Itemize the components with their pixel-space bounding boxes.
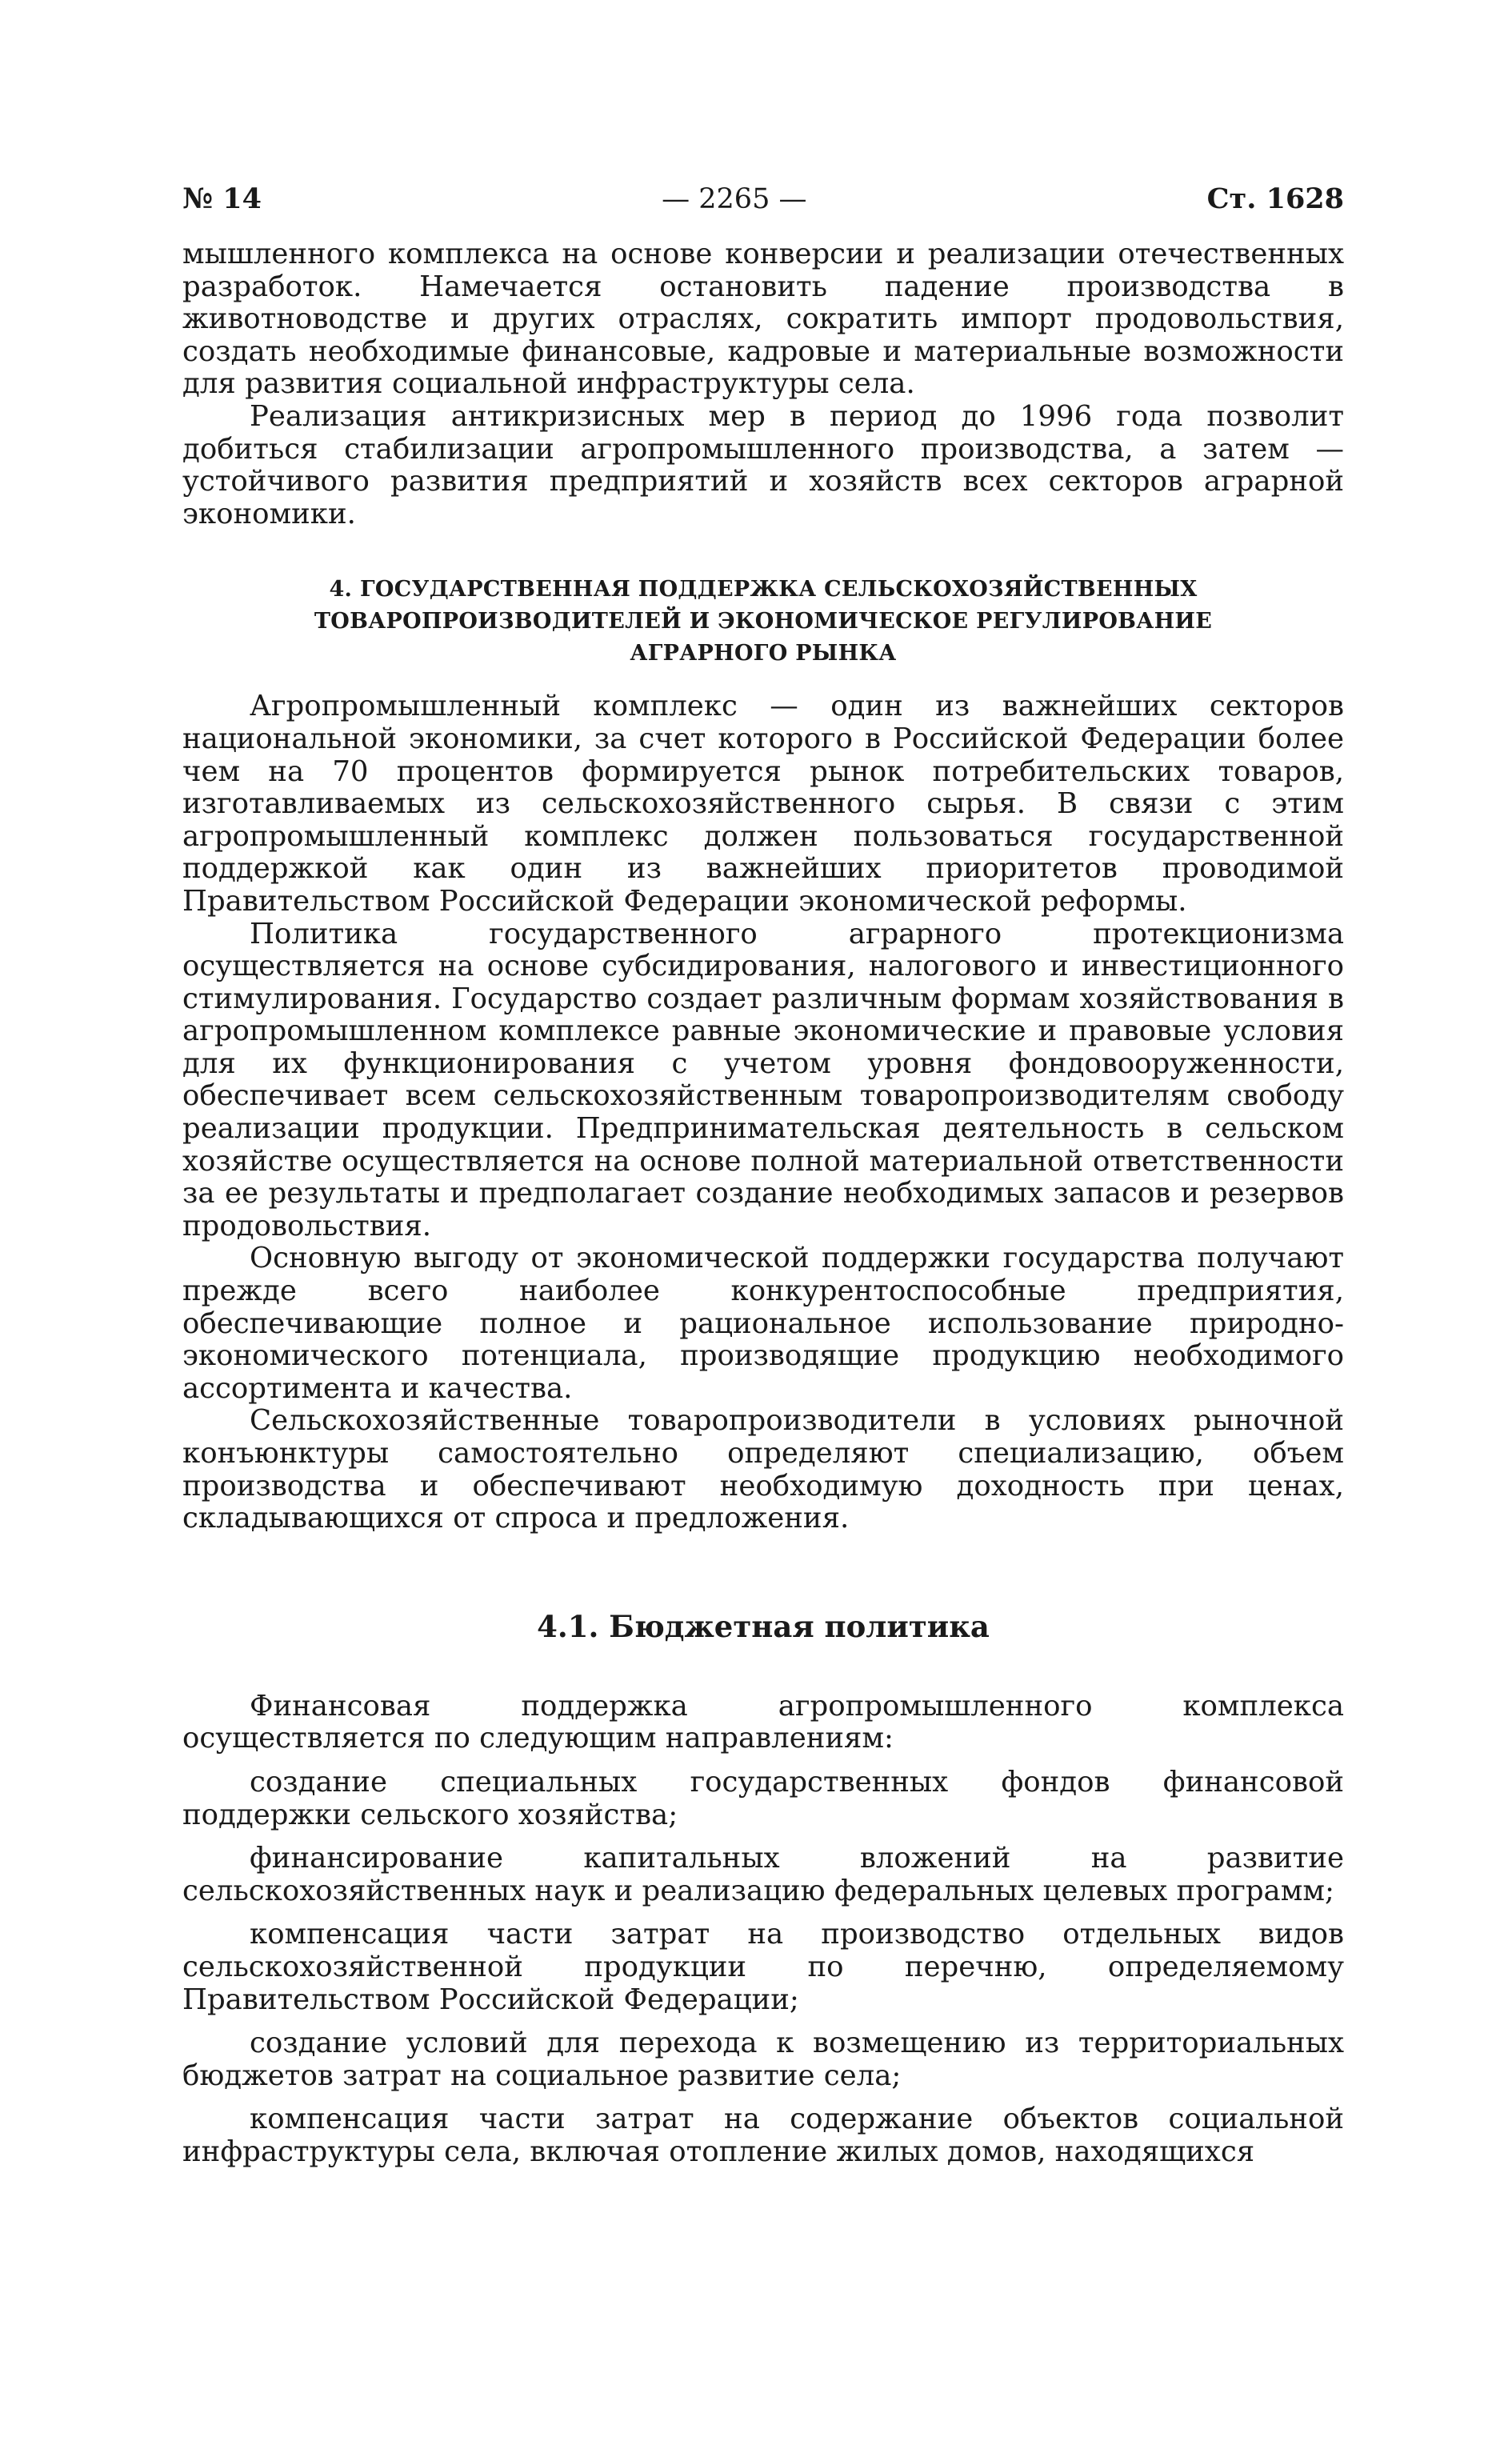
section-4-paragraph: Сельскохозяйственные товаропроизводители в условиях рыночной конъюнктуры самостоятельно определяют специализацию, объем производства и обеспечивают необходимую доходность при ценах, складывающихся от спроса и предложения. bbox=[182, 1404, 1344, 1535]
section-4-heading-line: 4. ГОСУДАРСТВЕННАЯ ПОДДЕРЖКА СЕЛЬСКОХОЗЯЙСТВЕННЫХ bbox=[329, 577, 1198, 602]
section-4-heading bbox=[182, 574, 1344, 670]
intro-paragraph-continued: мышленного комплекса на основе конверсии и реализации отечественных разработок. Намечается остановить падение производства в животноводстве и других отраслях, сократить импорт продовольствия, создать необходимые финансовые, кадровые и материальные возможности для развития социальной инфраструктуры села. bbox=[182, 238, 1344, 401]
budget-policy-item: компенсация части затрат на содержание объектов социальной инфраструктуры села, включая отопление жилых домов, находящихся bbox=[182, 2103, 1344, 2168]
budget-policy-intro: Финансовая поддержка агропромышленного комплекса осуществляется по следующим направлениям: bbox=[182, 1689, 1344, 1755]
issue-number: № 14 bbox=[182, 182, 262, 215]
intro-paragraph: Реализация антикризисных мер в период до 1996 года позволит добиться стабилизации агропромышленного производства, а затем — устойчивого развития предприятий и хозяйств всех секторов аграрной экономики. bbox=[182, 399, 1344, 530]
section-4-heading-line: АГРАРНОГО РЫНКА bbox=[630, 641, 897, 666]
section-4-1-heading: 4.1. Бюджетная политика bbox=[537, 1608, 990, 1644]
running-header bbox=[182, 182, 1344, 238]
budget-policy-item: создание условий для перехода к возмещению из территориальных бюджетов затрат на социальное развитие села; bbox=[182, 2027, 1344, 2092]
budget-policy-item: создание специальных государственных фондов финансовой поддержки сельского хозяйства; bbox=[182, 1765, 1344, 1831]
section-4-heading-line: ТОВАРОПРОИЗВОДИТЕЛЕЙ И ЭКОНОМИЧЕСКОЕ РЕГУЛИРОВАНИЕ bbox=[314, 609, 1213, 634]
article-number: Ст. 1628 bbox=[1206, 182, 1344, 215]
budget-policy-item: компенсация части затрат на производство отдельных видов сельскохозяйственной продукции по перечню, определяемому Правительством Российской Федерации; bbox=[182, 1918, 1344, 2016]
document-page bbox=[182, 182, 1344, 2169]
section-4-paragraph: Политика государственного аграрного протекционизма осуществляется на основе субсидирования, налогового и инвестиционного стимулирования. Государство создает различным формам хозяйствования в агропромышленном комплексе равные экономические и правовые условия для их функционирования с учетом уровня фондовооруженности, обеспечивает всем сельскохозяйственным товаропроизводителям свободу реализации продукции. Предпринимательская деятельность в сельском хозяйстве осуществляется на основе полной материальной ответственности за ее результаты и предполагает создание необходимых запасов и резервов продовольствия. bbox=[182, 917, 1344, 1243]
budget-policy-item: финансирование капитальных вложений на развитие сельскохозяйственных наук и реализацию федеральных целевых программ; bbox=[182, 1842, 1344, 1907]
page-number: — 2265 — bbox=[662, 183, 807, 215]
section-4-paragraph: Основную выгоду от экономической поддержки государства получают прежде всего наиболее конкурентоспособные предприятия, обеспечивающие полное и рациональное использование природно-экономического потенциала, производящие продукцию необходимого ассортимента и качества. bbox=[182, 1242, 1344, 1405]
section-4-paragraph: Агропромышленный комплекс — один из важнейших секторов национальной экономики, за счет которого в Российской Федерации более чем на 70 процентов формируется рынок потребительских товаров, изготавливаемых из сельскохозяйственного сырья. В связи с этим агропромышленный комплекс должен пользоваться государственной поддержкой как один из важнейших приоритетов проводимой Правительством Российской Федерации экономической реформы. bbox=[182, 690, 1344, 918]
